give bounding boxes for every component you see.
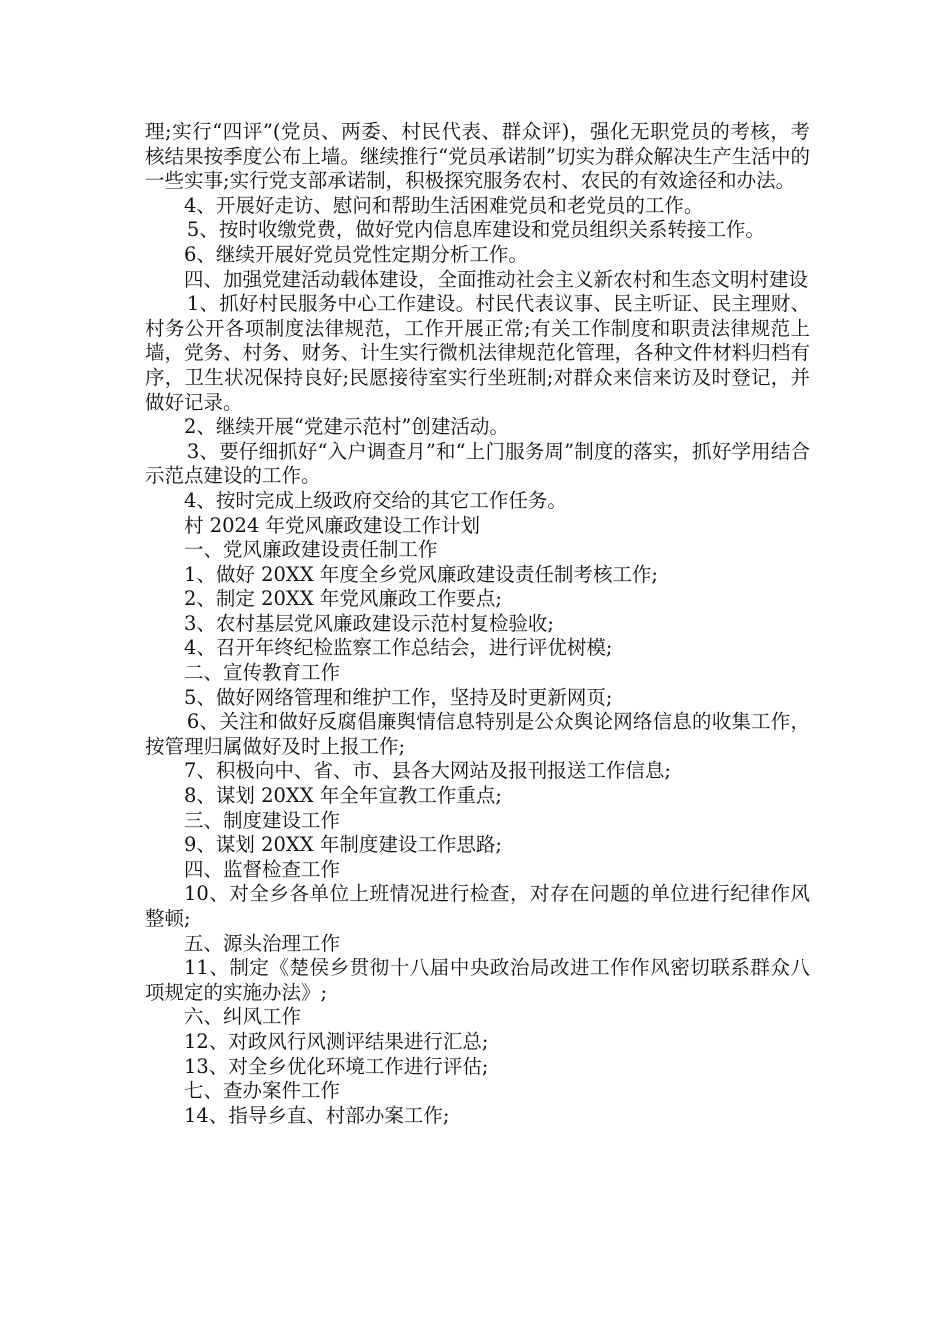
list-item-1: 1、做好 20XX 年度全乡党风廉政建设责任制考核工作; — [184, 562, 658, 586]
paragraph-item-3: 3、要仔细抓好“入户调查月”和“上门服务周”制度的落实，抓好学用结合示范点建设的工作。 — [145, 439, 810, 488]
list-item-5: 5、做好网络管理和维护工作，坚持及时更新网页; — [184, 685, 613, 709]
paragraph-continuation: 理;实行“四评”(党员、两委、村民代表、群众评)，强化无职党员的考核，考核结果按季度公布上墙。继续推行“党员承诺制”切实为群众解决生产生活中的一些实事;实行党支部承诺制，积极探究服务农村、农民的有效途径和办法。 — [145, 120, 810, 193]
list-item-3: 3、农村基层党风廉政建设示范村复检验收; — [184, 611, 554, 635]
list-item-12: 12、对政风行风测评结果进行汇总; — [184, 1029, 489, 1053]
list-item-14: 14、指导乡直、村部办案工作; — [184, 1103, 450, 1127]
list-item-2: 2、制定 20XX 年党风廉政工作要点; — [184, 587, 502, 611]
list-item-11: 11、制定《楚侯乡贯彻十八届中央政治局改进工作作风密切联系群众八项规定的实施办法》; — [145, 956, 810, 1004]
section-heading-4: 四、加强党建活动载体建设，全面推动社会主义新农村和生态文明村建设 — [184, 267, 809, 291]
section-heading-2: 二、宣传教育工作 — [184, 661, 341, 685]
section-heading-1: 一、党风廉政建设责任制工作 — [184, 538, 438, 562]
document-body — [145, 120, 810, 1128]
paragraph-item-2: 2、继续开展“党建示范村”创建活动。 — [184, 415, 509, 439]
paragraph-item-5: 5、按时收缴党费，做好党内信息库建设和党员组织关系转接工作。 — [186, 218, 765, 242]
paragraph-item-4b: 4、按时完成上级政府交给的其它工作任务。 — [184, 488, 567, 512]
section-heading-5: 五、源头治理工作 — [184, 931, 341, 955]
list-item-6: 6、关注和做好反腐倡廉舆情信息特别是公众舆论网络信息的收集工作，按管理归属做好及时上报工作; — [145, 710, 810, 758]
list-item-13: 13、对全乡优化环境工作进行评估; — [184, 1054, 489, 1078]
section-heading-3: 三、制度建设工作 — [184, 808, 341, 832]
list-item-8: 8、谋划 20XX 年全年宣教工作重点; — [184, 784, 502, 808]
list-item-7: 7、积极向中、省、市、县各大网站及报刊报送工作信息; — [184, 759, 671, 783]
document-title: 村 2024 年党风廉政建设工作计划 — [184, 513, 481, 537]
list-item-4: 4、召开年终纪检监察工作总结会，进行评优树模; — [184, 636, 613, 660]
section-heading-7: 七、查办案件工作 — [184, 1079, 341, 1103]
paragraph-item-6: 6、继续开展好党员党性定期分析工作。 — [184, 242, 528, 266]
list-item-10: 10、对全乡各单位上班情况进行检查，对存在问题的单位进行纪律作风整顿; — [145, 882, 810, 930]
section-heading-6: 六、纠风工作 — [184, 1005, 302, 1029]
paragraph-item-4: 4、开展好走访、慰问和帮助生活困难党员和老党员的工作。 — [184, 193, 704, 217]
list-item-9: 9、谋划 20XX 年制度建设工作思路; — [184, 833, 502, 857]
section-heading-4b: 四、监督检查工作 — [184, 857, 341, 881]
paragraph-item-1: 1、抓好村民服务中心工作建设。村民代表议事、民主听证、民主理财、村务公开各项制度法律规范，工作开展正常;有关工作制度和职责法律规范上墙，党务、村务、财务、计生实行微机法律规范化管理，各种文件材料归档有序，卫生状况保持良好;民愿接待室实行坐班制;对群众来信来访及时登记，并做好记录。 — [145, 292, 810, 414]
